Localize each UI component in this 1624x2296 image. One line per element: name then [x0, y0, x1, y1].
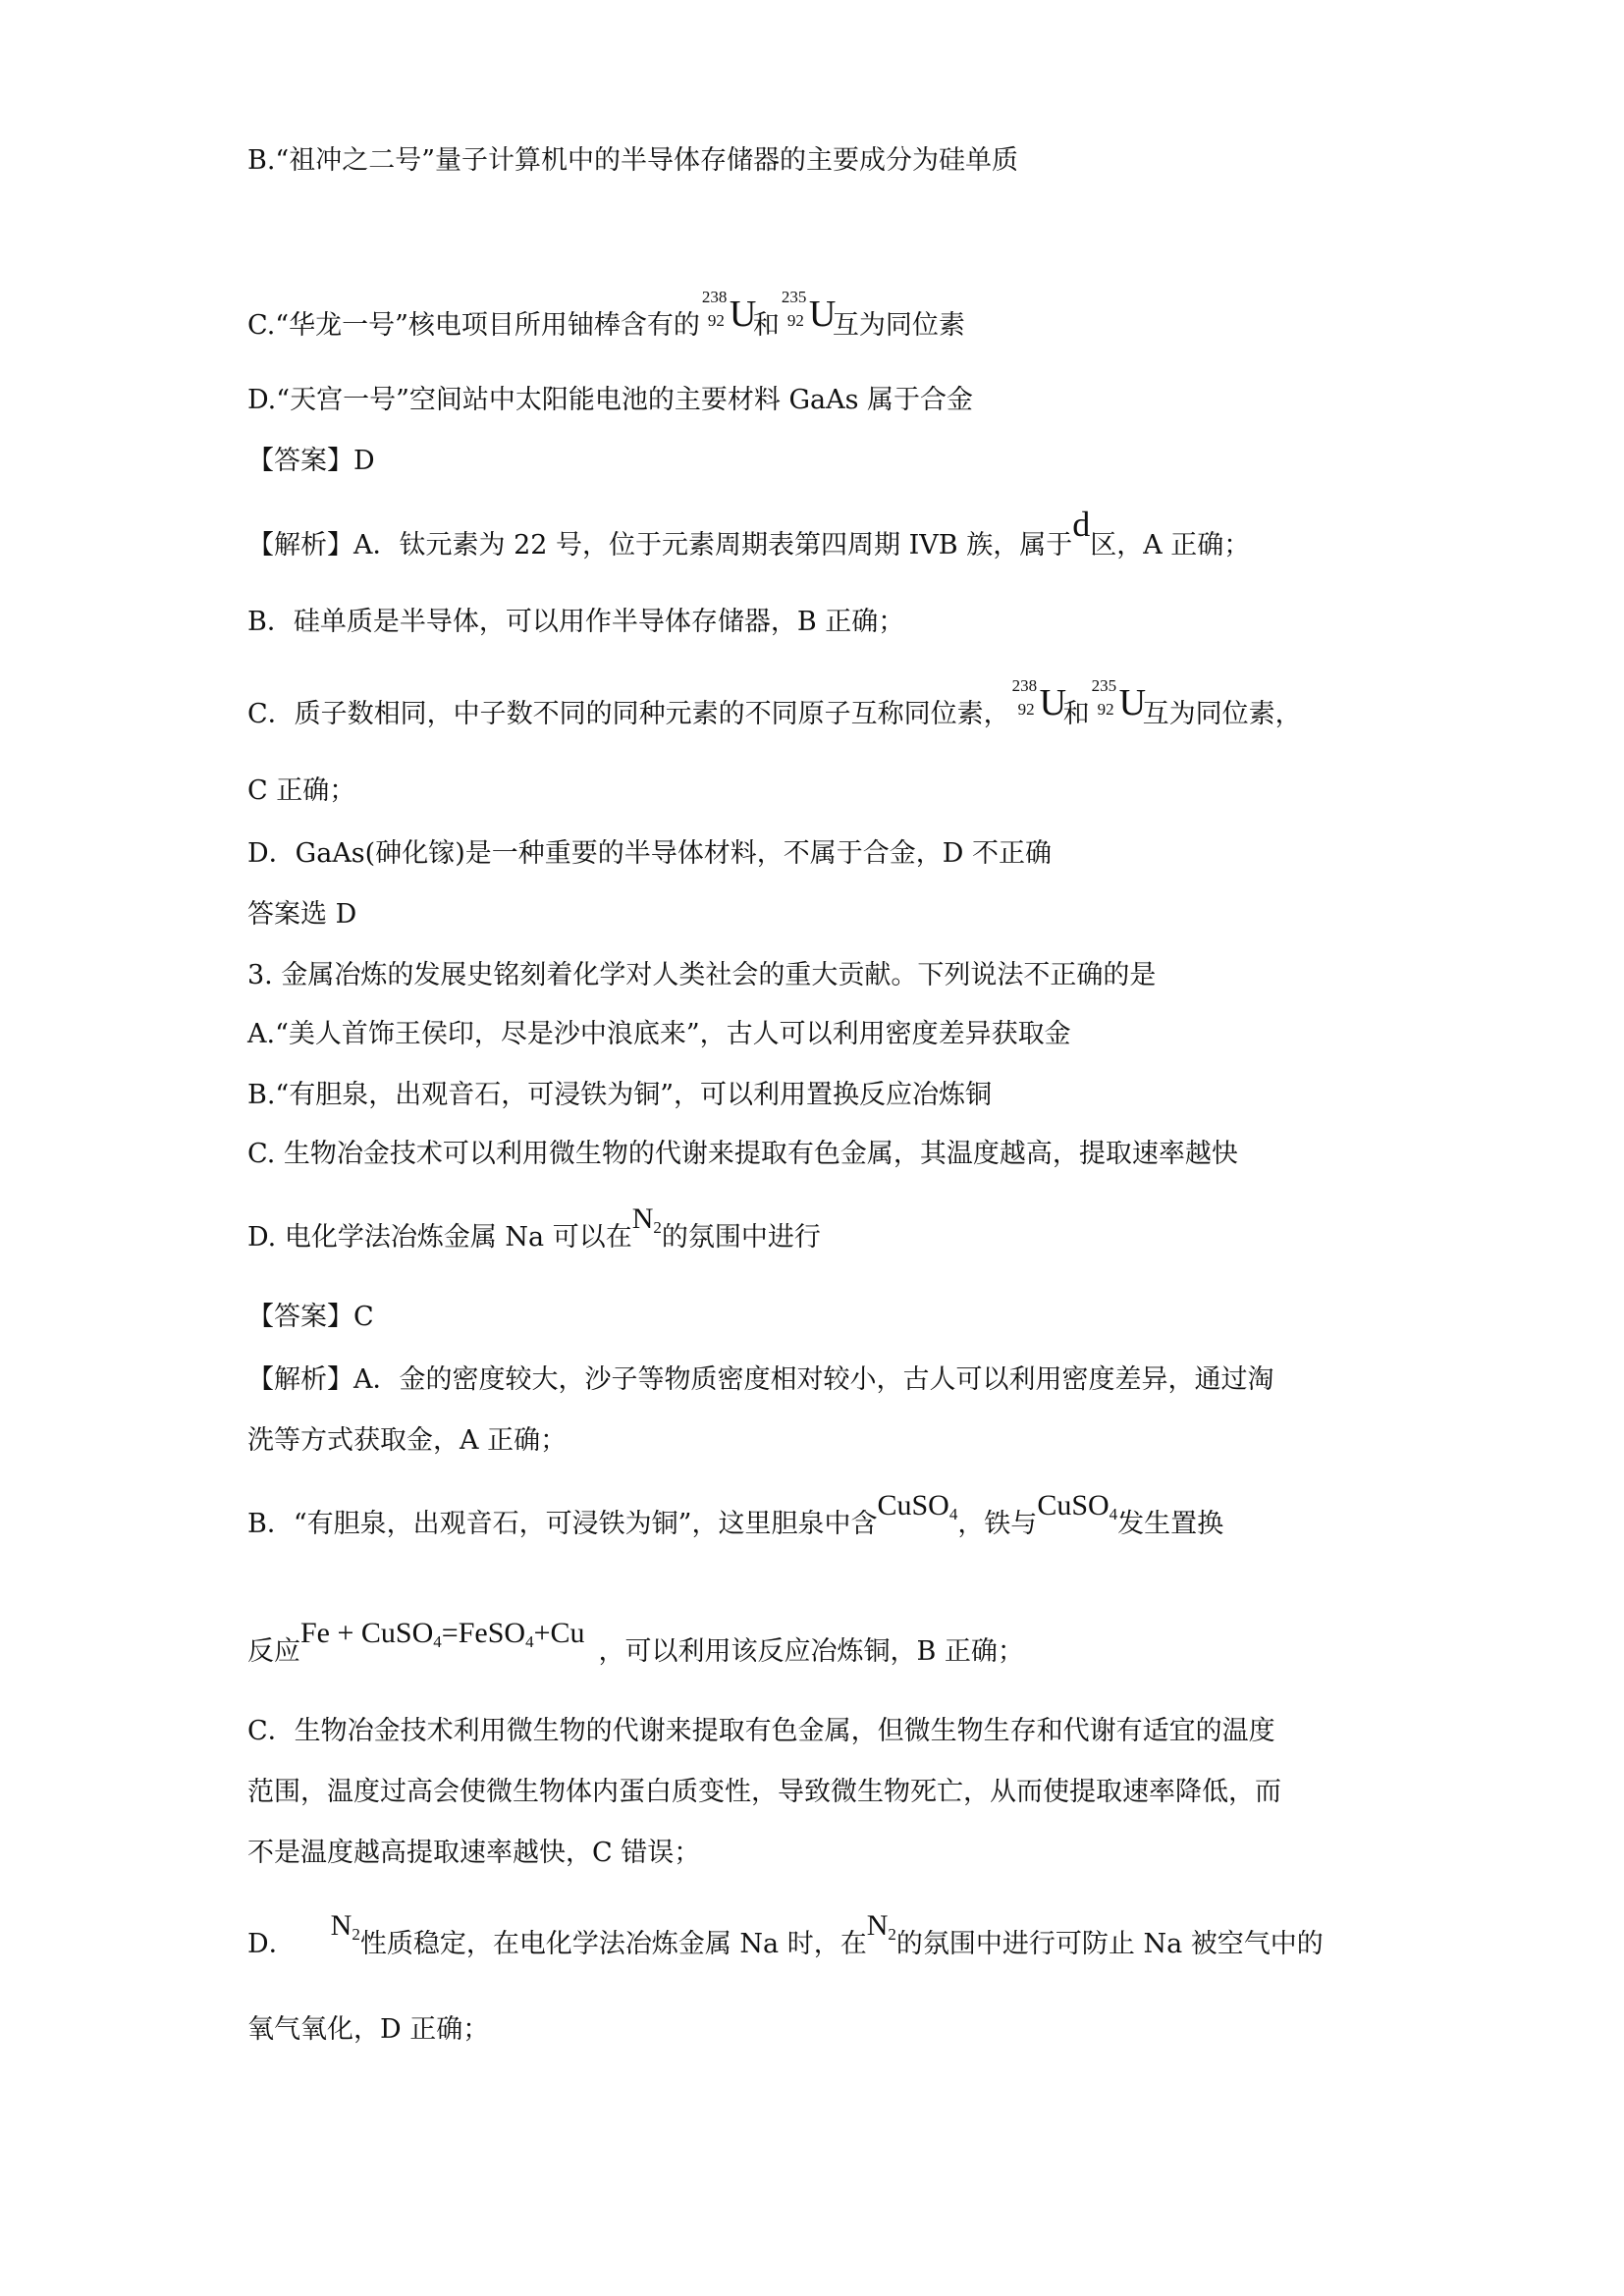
- formula-n2: [867, 1908, 896, 1952]
- formula-symbol: N: [631, 1202, 654, 1235]
- formula-n2: [331, 1908, 360, 1952]
- option-c-text-mid: 和: [752, 310, 780, 341]
- isotope-mass-number: 238: [701, 288, 728, 306]
- option-b-line: [247, 143, 1018, 179]
- analysis-a-line: [247, 505, 1251, 563]
- answer-text: 【答案】D: [247, 446, 375, 476]
- option-d-text: D.“天宫一号”空间站中太阳能电池的主要材料 GaAs 属于合金: [247, 385, 974, 415]
- q3-option-b-line: [247, 1078, 992, 1113]
- reaction-subscript: 4: [433, 1632, 442, 1651]
- q3-answer-text: 【答案】C: [247, 1302, 374, 1332]
- isotope-mass-number: 235: [781, 288, 807, 306]
- q3-analysis-d-cont-text: 氧气氧化，D 正确；: [247, 2014, 490, 2045]
- q3-analysis-d-mid: 性质稳定，在电化学法冶炼金属 Na 时，在: [359, 1929, 867, 1959]
- formula-subscript: 4: [948, 1505, 958, 1523]
- question-3-line: [247, 958, 1156, 993]
- isotope-atomic-number: 92: [707, 311, 725, 330]
- reaction-equation: [300, 1616, 585, 1660]
- analysis-c-cont-text: C 正确；: [247, 775, 356, 806]
- analysis-d-text: D．GaAs(砷化镓)是一种重要的半导体材料，不属于合金，D 不正确: [247, 838, 1052, 869]
- q3-analysis-b-mid: ，铁与: [957, 1509, 1038, 1539]
- formula-subscript: 2: [653, 1218, 662, 1237]
- formula-n2: [632, 1201, 662, 1246]
- isotope-u238: [1010, 676, 1067, 728]
- analysis-c-post: 互为同位素，: [1142, 699, 1302, 729]
- formula-subscript: 2: [888, 1925, 896, 1944]
- isotope-atomic-number: 92: [786, 311, 804, 330]
- reaction-part: +Cu: [533, 1617, 585, 1649]
- analysis-d-line: [247, 836, 1052, 872]
- q3-analysis-d-pre: D．: [247, 1929, 296, 1959]
- analysis-b-line: [247, 605, 904, 640]
- question-3-stem: 3. 金属冶炼的发展史铭刻着化学对人类社会的重大贡献。下列说法不正确的是: [247, 960, 1157, 990]
- option-d-line: [247, 383, 973, 418]
- option-c-text-pre: C.“华龙一号”核电项目所用铀棒含有的: [247, 310, 700, 341]
- formula-symbol: N: [866, 1909, 889, 1942]
- reaction-part: Fe + CuSO: [300, 1617, 434, 1649]
- formula-subscript: 4: [1109, 1505, 1118, 1523]
- formula-body: CuSO: [1037, 1489, 1110, 1522]
- answer-choice-text: 答案选 D: [247, 899, 357, 930]
- q3-answer-line: [247, 1300, 374, 1335]
- isotope-symbol: U: [1039, 682, 1067, 723]
- formula-symbol: N: [330, 1909, 352, 1942]
- formula-subscript: 2: [352, 1925, 360, 1944]
- q3-analysis-c-text: C．生物冶金技术利用微生物的代谢来提取有色金属，但微生物生存和代谢有适宜的温度: [247, 1716, 1275, 1746]
- q3-analysis-b-cont-line: [247, 1617, 1024, 1678]
- formula-cuso4: [877, 1488, 957, 1532]
- q3-analysis-d-line: [247, 1909, 1324, 1970]
- q3-option-d-post: 的氛围中进行: [661, 1222, 821, 1253]
- q3-option-d-pre: D. 电化学法冶炼金属 Na 可以在: [247, 1222, 632, 1253]
- option-b-text: B.“祖冲之二号”量子计算机中的半导体存储器的主要成分为硅单质: [247, 145, 1019, 176]
- isotope-u238: [700, 288, 757, 340]
- q3-analysis-c-line: [247, 1714, 1275, 1749]
- q3-option-c-line: [247, 1137, 1238, 1172]
- option-c-text-post: 互为同位素: [832, 310, 965, 341]
- q3-analysis-d-cont-line: [247, 2012, 489, 2048]
- q3-analysis-a-text: 【解析】A．金的密度较大，沙子等物质密度相对较小，古人可以利用密度差异，通过淘: [247, 1364, 1274, 1395]
- q3-analysis-d-post: 的氛围中进行可防止 Na 被空气中的: [895, 1929, 1324, 1959]
- q3-option-a-text: A.“美人首饰王侯印，尽是沙中浪底来”，古人可以利用密度差异获取金: [247, 1019, 1071, 1049]
- q3-analysis-c-cont1-text: 范围，温度过高会使微生物体内蛋白质变性，导致微生物死亡，从而使提取速率降低，而: [247, 1777, 1281, 1807]
- isotope-symbol: U: [1118, 682, 1147, 723]
- analysis-b-text: B．硅单质是半导体，可以用作半导体存储器，B 正确；: [247, 607, 905, 637]
- q3-analysis-b-post: 发生置换: [1117, 1509, 1224, 1539]
- q3-analysis-a-cont-line: [247, 1423, 567, 1459]
- q3-option-a-line: [247, 1017, 1071, 1052]
- q3-analysis-b-pre: B．“有胆泉，出观音石，可浸铁为铜”，这里胆泉中含: [247, 1509, 878, 1539]
- isotope-u235: [1090, 676, 1147, 728]
- formula-cuso4: [1037, 1488, 1117, 1532]
- q3-analysis-a-line: [247, 1362, 1274, 1398]
- q3-analysis-c-cont1-line: [247, 1775, 1281, 1810]
- q3-analysis-b-cont-post: ，可以利用该反应冶炼铜，B 正确；: [598, 1636, 1024, 1667]
- q3-analysis-c-cont2-line: [247, 1836, 700, 1871]
- analysis-c-pre: C．质子数相同，中子数不同的同种元素的不同原子互称同位素，: [247, 699, 1010, 729]
- answer-choice-line: [247, 897, 356, 933]
- q3-analysis-c-cont2-text: 不是温度越高提取速率越快，C 错误；: [247, 1838, 701, 1868]
- formula-body: CuSO: [877, 1489, 949, 1522]
- q3-option-b-text: B.“有胆泉，出观音石，可浸铁为铜”，可以利用置换反应冶炼铜: [247, 1080, 993, 1110]
- q3-option-d-line: [247, 1202, 821, 1263]
- analysis-c-cont-line: [247, 774, 355, 809]
- isotope-mass-number: 235: [1091, 676, 1117, 695]
- analysis-c-line: [247, 676, 1302, 732]
- isotope-atomic-number: 92: [1017, 700, 1035, 719]
- analysis-a-pre: 【解析】A．钛元素为 22 号，位于元素周期表第四周期 IVB 族，属于: [247, 530, 1073, 561]
- answer-line: [247, 444, 375, 479]
- isotope-mass-number: 238: [1011, 676, 1038, 695]
- q3-analysis-b-line: [247, 1489, 1224, 1550]
- isotope-atomic-number: 92: [1097, 700, 1114, 719]
- q3-analysis-b-cont-pre: 反应: [247, 1636, 300, 1667]
- isotope-symbol: U: [729, 294, 757, 335]
- isotope-symbol: U: [808, 294, 837, 335]
- block-d-symbol: d: [1072, 505, 1091, 544]
- reaction-part: =FeSO: [441, 1617, 526, 1649]
- q3-option-c-text: C. 生物冶金技术可以利用微生物的代谢来提取有色金属，其温度越高，提取速率越快: [247, 1139, 1238, 1169]
- isotope-u235: [780, 288, 837, 340]
- reaction-subscript: 4: [525, 1632, 534, 1651]
- analysis-c-mid: 和: [1062, 699, 1090, 729]
- q3-analysis-a-cont-text: 洗等方式获取金，A 正确；: [247, 1425, 568, 1456]
- analysis-a-post: 区，A 正确；: [1090, 530, 1251, 561]
- option-c-line: [247, 288, 965, 344]
